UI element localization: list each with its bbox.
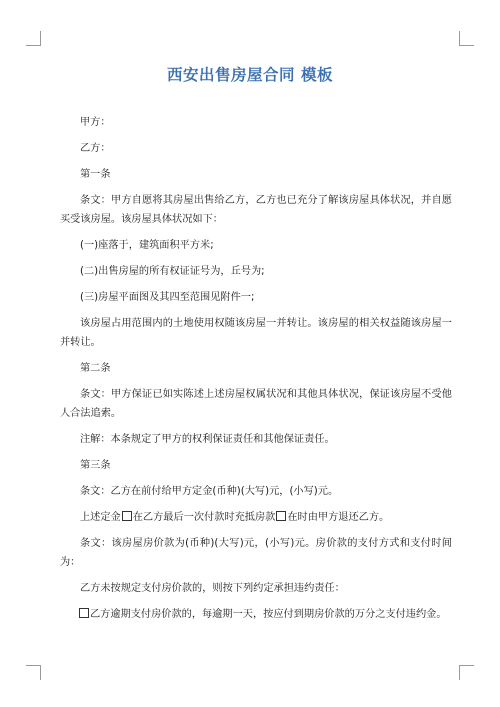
checkbox-icon[interactable] bbox=[122, 511, 132, 521]
deposit-option-refund: 在时由甲方退还乙方。 bbox=[287, 512, 390, 523]
article-2-heading: 第二条 bbox=[80, 363, 111, 374]
article-3-heading: 第三条 bbox=[80, 460, 111, 471]
deposit-options bbox=[60, 508, 452, 527]
article-2-note: 注解：本条规定了甲方的权利保证责任和其他保证责任。 bbox=[80, 434, 335, 445]
article-1-clause: 条文：甲方自愿将其房屋出售给乙方，乙方也已充分了解该房屋具体状况，并自愿买受该房屋。该房屋具体状况如下： bbox=[60, 195, 452, 225]
checkbox-icon[interactable] bbox=[276, 511, 286, 521]
breach-intro: 乙方未按规定支付房价款的，则按下列约定承担违约责任： bbox=[80, 583, 345, 594]
checkbox-icon[interactable] bbox=[79, 608, 89, 618]
crop-mark-bottom-right bbox=[459, 665, 474, 680]
deposit-option-offset: 在乙方最后一次付款时充抵房款 bbox=[132, 512, 276, 523]
document-body bbox=[60, 113, 452, 631]
crop-mark-bottom-left bbox=[26, 665, 41, 680]
article-3-deposit: 条文：乙方在前付给甲方定金(币种)(大写)元，(小写)元。 bbox=[80, 486, 339, 497]
late-payment-option bbox=[60, 605, 452, 624]
deposit-options-lead: 上述定金 bbox=[80, 512, 121, 523]
document-title: 西安出售房屋合同 模板 bbox=[167, 66, 333, 84]
item-3-floor-plan: (三)房屋平面图及其四至范围见附件一; bbox=[80, 292, 255, 303]
article-2-clause: 条文：甲方保证已如实陈述上述房屋权属状况和其他具体状况，保证该房屋不受他人合法追索。 bbox=[60, 389, 452, 419]
price-clause: 条文：该房屋房价款为(币种)(大写)元，(小写)元。房价款的支付方式和支付时间为： bbox=[60, 538, 452, 568]
party-a-line: 甲方： bbox=[80, 117, 111, 128]
crop-mark-top-left bbox=[26, 31, 41, 46]
item-2-certificate: (二)出售房屋的所有权证证号为，丘号为; bbox=[80, 266, 265, 277]
article-1-heading: 第一条 bbox=[80, 169, 111, 180]
crop-mark-top-right bbox=[459, 31, 474, 46]
land-use-transfer: 该房屋占用范围内的土地使用权随该房屋一并转让。该房屋的相关权益随该房屋一并转让。 bbox=[60, 318, 452, 348]
item-1-location: (一)座落于，建筑面积平方米; bbox=[80, 240, 214, 251]
party-b-line: 乙方： bbox=[80, 143, 111, 154]
late-payment-text: 乙方逾期支付房价款的，每逾期一天，按应付到期房价款的万分之支付违约金。 bbox=[90, 609, 447, 620]
